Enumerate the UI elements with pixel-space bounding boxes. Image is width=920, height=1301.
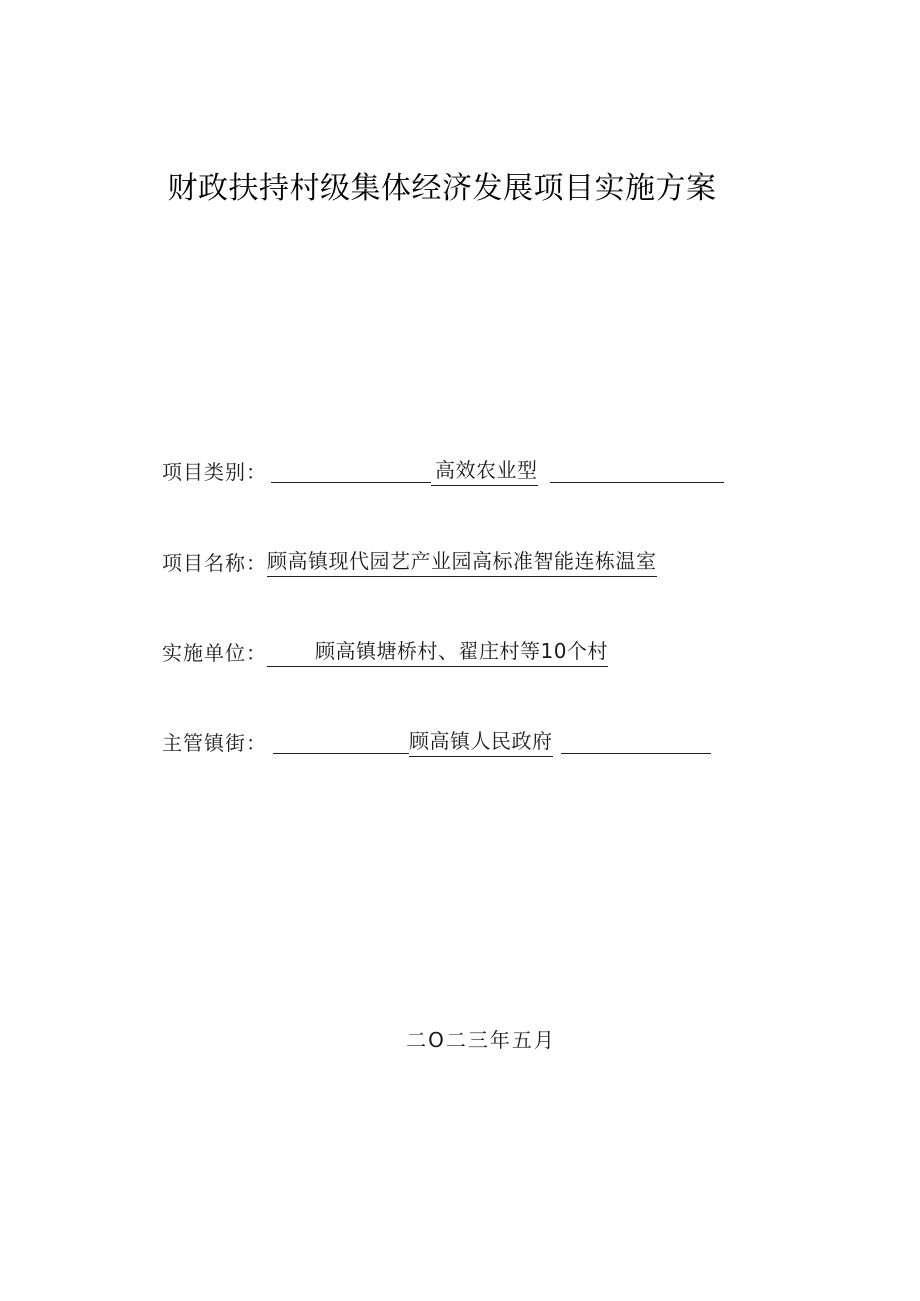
field-supervising-town [162, 725, 711, 757]
underline-blank [561, 752, 711, 754]
field-label: 主管镇街： [162, 731, 267, 755]
document-title: 财政扶持村级集体经济发展项目实施方案 [167, 171, 717, 206]
field-project-name [162, 545, 657, 577]
underline-blank [273, 752, 409, 754]
field-implementing-unit [162, 635, 608, 667]
field-label: 项目类别： [162, 460, 267, 484]
field-label: 实施单位： [162, 641, 267, 665]
field-value: 高效农业型 [431, 456, 538, 486]
underline-blank [271, 481, 431, 483]
document-date: 二O二三年五月 [406, 1028, 556, 1052]
field-project-category [162, 454, 724, 486]
field-label: 项目名称： [162, 551, 267, 575]
field-value: 顾高镇现代园艺产业园高标准智能连栋温室 [267, 547, 657, 577]
field-value: 顾高镇塘桥村、翟庄村等10个村 [267, 637, 608, 667]
field-value: 顾高镇人民政府 [409, 727, 553, 757]
underline-blank [550, 481, 724, 483]
